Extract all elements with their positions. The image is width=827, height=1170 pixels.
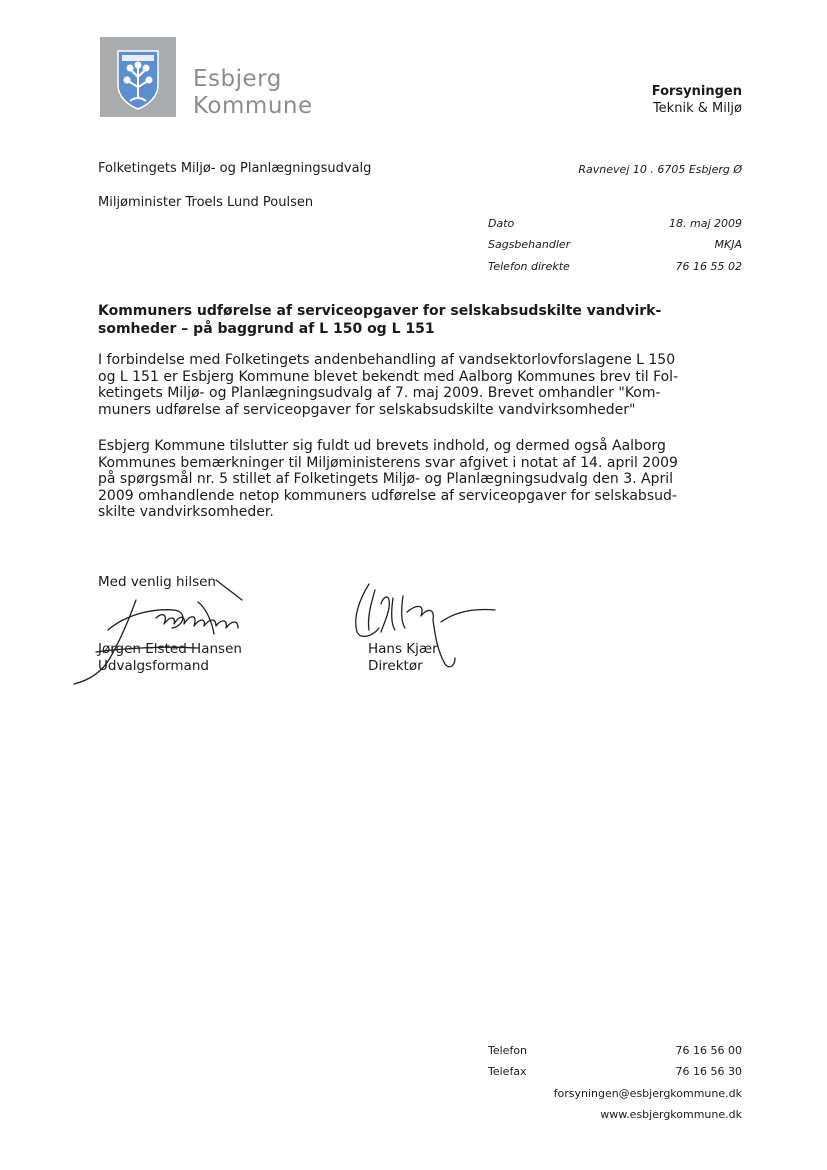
logo-text-line2: Kommune — [193, 93, 313, 119]
footer-website[interactable]: www.esbjergkommune.dk — [600, 1108, 742, 1121]
division-name: Teknik & Miljø — [652, 101, 742, 116]
subject-line1: Kommuners udførelse af serviceopgaver for selskabsudskilte vandvirk- — [98, 303, 662, 319]
body-paragraph-2 — [98, 438, 688, 521]
body-p2-line: 2009 omhandlende netop kommuners udførelse af serviceopgaver for selskabsud- — [98, 487, 677, 504]
recipient-line2: Miljøminister Troels Lund Poulsen — [98, 195, 314, 210]
recipient-line1: Folketingets Miljø- og Planlægningsudvalg — [98, 161, 372, 176]
footer-email[interactable]: forsyningen@esbjergkommune.dk — [553, 1087, 742, 1100]
municipality-logo — [100, 37, 176, 117]
coat-of-arms-icon — [100, 37, 176, 117]
body-paragraph-1 — [98, 352, 688, 418]
footer-fax-value: 76 16 56 30 — [675, 1065, 742, 1078]
body-p1-line: I forbindelse med Folketingets andenbehandling af vandsektorlovforslagene L 150 — [98, 352, 676, 368]
body-p1-line: ketingets Miljø- og Planlægningsudvalg af 7. maj 2009. Brevet omhandler "Kom- — [98, 385, 661, 402]
body-p2-line: Esbjerg Kommune tilslutter sig fuldt ud brevets indhold, og dermed også Aalborg — [98, 438, 666, 454]
closing-phrase: Med venlig hilsen — [98, 574, 216, 590]
signatory-1-name: Jørgen Elsted Hansen — [98, 641, 242, 657]
logo-text-line1: Esbjerg — [193, 66, 282, 92]
body-p1-line: og L 151 er Esbjerg Kommune blevet bekendt med Aalborg Kommunes brev til Fol- — [98, 368, 679, 385]
body-p1-line: muners udførelse af serviceopgaver for selskabsudskilte vandvirksomheder" — [98, 401, 636, 418]
body-p2-line: Kommunes bemærkninger til Miljøministerens svar afgivet i notat af 14. april 2009 — [98, 454, 678, 471]
meta-label-caseworker: Sagsbehandler — [488, 238, 571, 251]
meta-value-date: 18. maj 2009 — [669, 217, 742, 230]
meta-value-caseworker: MKJA — [714, 238, 742, 251]
signatory-1-title: Udvalgsformand — [98, 658, 209, 674]
signatory-2-title: Direktør — [368, 658, 423, 674]
meta-label-date: Dato — [488, 217, 515, 230]
meta-value-phone: 76 16 55 02 — [675, 260, 742, 273]
footer-phone-label: Telefon — [488, 1044, 528, 1057]
department-name: Forsyningen — [651, 84, 742, 99]
signature-1 — [66, 572, 266, 692]
body-p2-line: skilte vandvirksomheder. — [98, 504, 274, 521]
sender-address: Ravnevej 10 . 6705 Esbjerg Ø — [578, 163, 742, 176]
letter-subject — [98, 302, 678, 338]
footer-phone-value: 76 16 56 00 — [675, 1044, 742, 1057]
meta-label-phone: Telefon direkte — [488, 260, 570, 273]
footer-fax-label: Telefax — [488, 1065, 527, 1078]
subject-line2: somheder – på baggrund af L 150 og L 151 — [98, 321, 435, 337]
body-p2-line: på spørgsmål nr. 5 stillet af Folketingets Miljø- og Planlægningsudvalg den 3. April — [98, 471, 674, 488]
signatory-2-name: Hans Kjær — [368, 641, 438, 657]
